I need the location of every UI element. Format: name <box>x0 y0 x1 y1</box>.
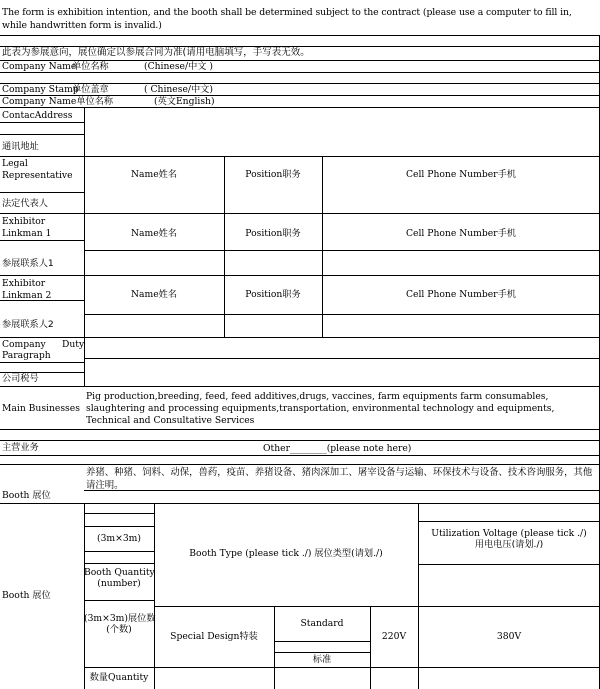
voltage-label: Utilization Voltage (please tick ./) <box>431 528 587 539</box>
rule <box>0 503 600 504</box>
rule <box>84 551 154 552</box>
phone-column: Cell Phone Number手机 <box>406 169 516 180</box>
booth-quantity-label: Booth Quantity <box>84 567 155 578</box>
booth-quantity-label-cn: (3m×3m)展位数 <box>84 613 156 624</box>
linkman1-label: Linkman 1 <box>2 228 52 239</box>
linkman2-label: Exhibitor <box>2 278 46 289</box>
rule <box>370 606 371 689</box>
booth-type-label: Booth Type (please tick ./) 展位类型(请划./) <box>189 548 383 559</box>
linkman1-label-cn: 参展联系人1 <box>2 258 54 269</box>
name-column: Name姓名 <box>130 289 178 300</box>
rule <box>0 275 600 276</box>
name-column: Name姓名 <box>130 228 178 239</box>
phone-column: Cell Phone Number手机 <box>406 228 516 239</box>
linkman2-label-cn: 参展联系人2 <box>2 319 54 330</box>
rule <box>274 652 370 653</box>
phone-column: Cell Phone Number手机 <box>406 289 516 300</box>
rule <box>0 192 84 193</box>
rule <box>84 600 154 601</box>
rule <box>154 606 418 607</box>
linkman1-label: Exhibitor <box>2 216 46 227</box>
duty-label: Paragraph <box>2 350 51 361</box>
company-stamp-lang: ( Chinese/中文) <box>144 84 213 95</box>
rule <box>0 213 600 214</box>
legal-rep-label: Legal <box>2 158 28 169</box>
rule <box>0 35 600 36</box>
rule <box>0 455 600 456</box>
voltage-220-option: 220V <box>381 631 407 642</box>
rule <box>0 337 600 338</box>
duty-label-cn: 公司税号 <box>2 373 39 384</box>
company-name-label: Company Name <box>2 61 77 72</box>
linkman2-label: Linkman 2 <box>2 290 52 301</box>
rule <box>418 521 600 522</box>
rule <box>0 386 600 387</box>
quantity-label: 数量Quantity <box>89 672 149 683</box>
notice-chinese: 此表为参展意向，展位确定以参展合同为准(请用电脑填写，手写表无效。 <box>2 47 310 58</box>
business-label: Main Businesses <box>2 403 80 414</box>
position-column: Position职务 <box>245 228 301 239</box>
duty-label: Company <box>2 339 46 350</box>
rule <box>84 314 600 315</box>
rule <box>84 563 154 564</box>
rule <box>84 358 600 359</box>
booth-size: (3m×3m) <box>97 533 141 544</box>
company-name-en-label: Company Name单位名称 <box>2 96 114 107</box>
rule <box>0 464 600 465</box>
rule <box>0 122 84 123</box>
rule <box>274 641 370 642</box>
legal-rep-label-cn: 法定代表人 <box>2 198 48 209</box>
business-options-en: Pig production,breeding, feed, feed additives,drugs, vaccines, farm equipments farm consumables, slaughtering and processing equipments,transportation, environmental technology and equipments, Technical and Consultative Services <box>86 391 555 426</box>
standard-option: Standard <box>300 618 344 629</box>
booth-quantity-label: (number) <box>97 578 141 589</box>
rule <box>0 156 600 157</box>
business-label-cn: 主营业务 <box>2 442 39 453</box>
rule <box>322 156 323 337</box>
standard-option-cn: 标准 <box>312 654 332 665</box>
booth-quantity-label-cn: (个数) <box>106 624 132 635</box>
notice-english: The form is exhibition intention, and the booth shall be determined subject to the contract (please use a computer to fill in, while handwritten form is invalid.) <box>2 7 572 31</box>
company-name-lang: (Chinese/中文 ) <box>144 61 213 72</box>
company-name-cn: 单位名称 <box>72 61 109 72</box>
rule <box>0 429 600 430</box>
rule <box>84 667 600 668</box>
rule <box>224 156 225 337</box>
rule <box>154 503 155 689</box>
address-label-cn: 通讯地址 <box>2 141 39 152</box>
duty-label: Duty <box>62 339 85 350</box>
business-other: Other________(please note here) <box>263 443 412 454</box>
rule <box>0 440 600 441</box>
rule <box>84 526 154 527</box>
rule <box>418 606 600 607</box>
rule <box>84 503 85 689</box>
rule <box>418 564 600 565</box>
special-design-option: Special Design特装 <box>170 631 258 642</box>
company-name-en-lang: (英文English) <box>154 96 215 107</box>
position-column: Position职务 <box>245 289 301 300</box>
business-options-cn: 养猪、种猪、饲料、动保，兽药，疫苗、养猪设备、猪肉深加工、屠宰设备与运输、环保技术与设备、技术咨询服务，其他请注明。 <box>86 467 593 491</box>
rule <box>0 362 84 363</box>
legal-rep-label: Representative <box>2 170 73 181</box>
rule <box>84 513 154 514</box>
rule <box>0 240 84 241</box>
rule <box>0 134 84 135</box>
voltage-380-option: 380V <box>496 631 522 642</box>
voltage-label-cn: 用电电压(请划./) <box>474 539 544 550</box>
rule <box>84 250 600 251</box>
company-stamp-cn: 单位盖章 <box>72 84 109 95</box>
address-label: ContacAddress <box>2 110 73 121</box>
booth-side-label: Booth 展位 <box>2 590 51 601</box>
position-column: Position职务 <box>245 169 301 180</box>
company-stamp-label: Company Stamp <box>2 84 79 95</box>
name-column: Name姓名 <box>130 169 178 180</box>
booth-header: Booth 展位 <box>2 490 51 501</box>
